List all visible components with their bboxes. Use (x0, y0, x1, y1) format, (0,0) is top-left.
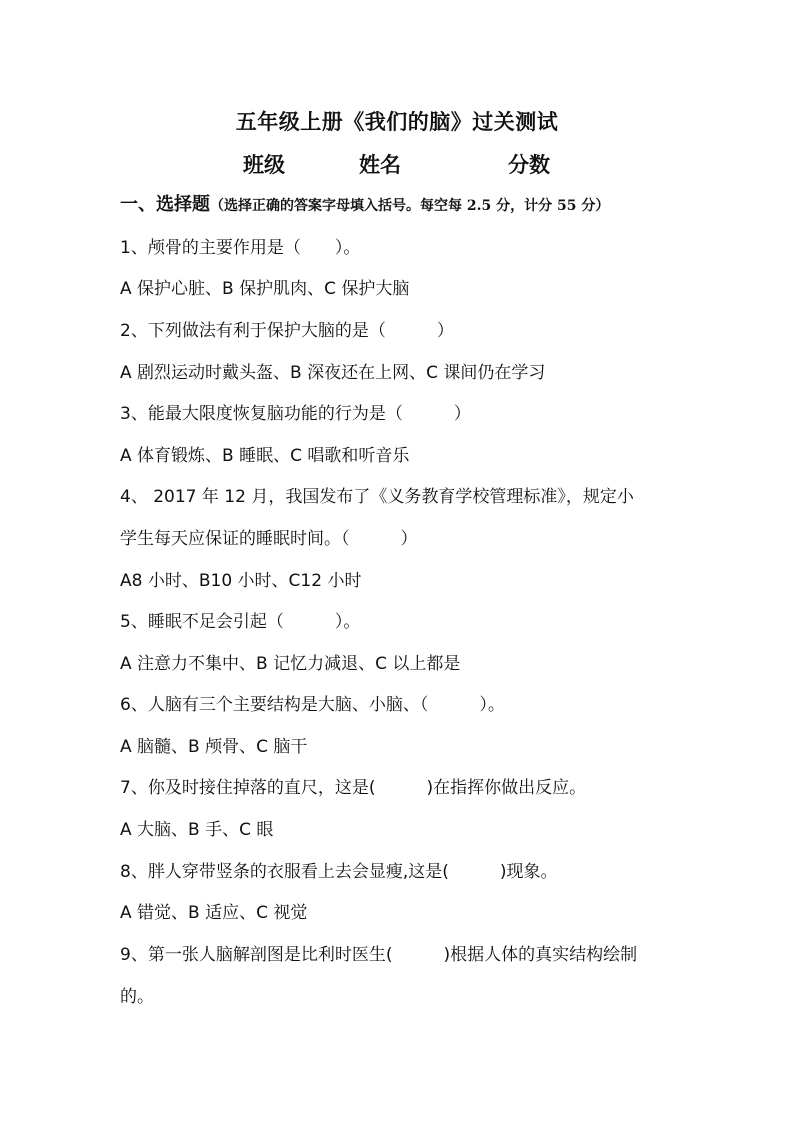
question-6: 6、人脑有三个主要结构是大脑、小脑、（ ）。 (120, 695, 505, 715)
question-4: 4、 2017 年 12 月，我国发布了《义务教育学校管理标准》，规定小 (120, 487, 634, 507)
score-label: 分数 (508, 153, 550, 177)
question-3: 3、能最大限度恢复脑功能的行为是（ ） (120, 404, 471, 424)
options-5: A 注意力不集中、B 记忆力减退、C 以上都是 (120, 654, 461, 674)
options-8: A 错觉、B 适应、C 视觉 (120, 903, 308, 923)
question-2: 2、下列做法有利于保护大脑的是（ ） (120, 321, 454, 341)
class-label: 班级 (243, 153, 285, 177)
question-7: 7、你及时接住掉落的直尺，这是( )在指挥你做出反应。 (120, 778, 587, 798)
question-5: 5、睡眠不足会引起（ ）。 (120, 612, 361, 632)
section-instructions: （选择正确的答案字母填入括号。每空每 2.5 分，计分 55 分） (210, 198, 610, 214)
question-4-cont: 学生每天应保证的睡眠时间。（ ） (120, 529, 418, 549)
options-6: A 脑髓、B 颅骨、C 脑干 (120, 737, 308, 757)
student-info-line (0, 149, 794, 175)
section-title: 一、选择题 (120, 194, 210, 215)
question-9: 9、第一张人脑解剖图是比利时医生( )根据人体的真实结构绘制 (120, 945, 638, 965)
question-8: 8、胖人穿带竖条的衣服看上去会显瘦,这是( )现象。 (120, 862, 558, 882)
question-9-cont: 的。 (120, 987, 154, 1007)
question-1: 1、颅骨的主要作用是（ ）。 (120, 238, 361, 258)
page-title: 五年级上册《我们的脑》过关测试 (235, 110, 559, 134)
options-3: A 体育锻炼、B 睡眠、C 唱歌和听音乐 (120, 446, 410, 466)
options-1: A 保护心脏、B 保护肌肉、C 保护大脑 (120, 279, 410, 299)
name-label: 姓名 (359, 153, 401, 177)
options-7: A 大脑、B 手、C 眼 (120, 820, 274, 840)
section-heading (120, 190, 609, 216)
options-2: A 剧烈运动时戴头盔、B 深夜还在上网、C 课间仍在学习 (120, 363, 546, 383)
options-4: A8 小时、B10 小时、C12 小时 (120, 571, 362, 591)
